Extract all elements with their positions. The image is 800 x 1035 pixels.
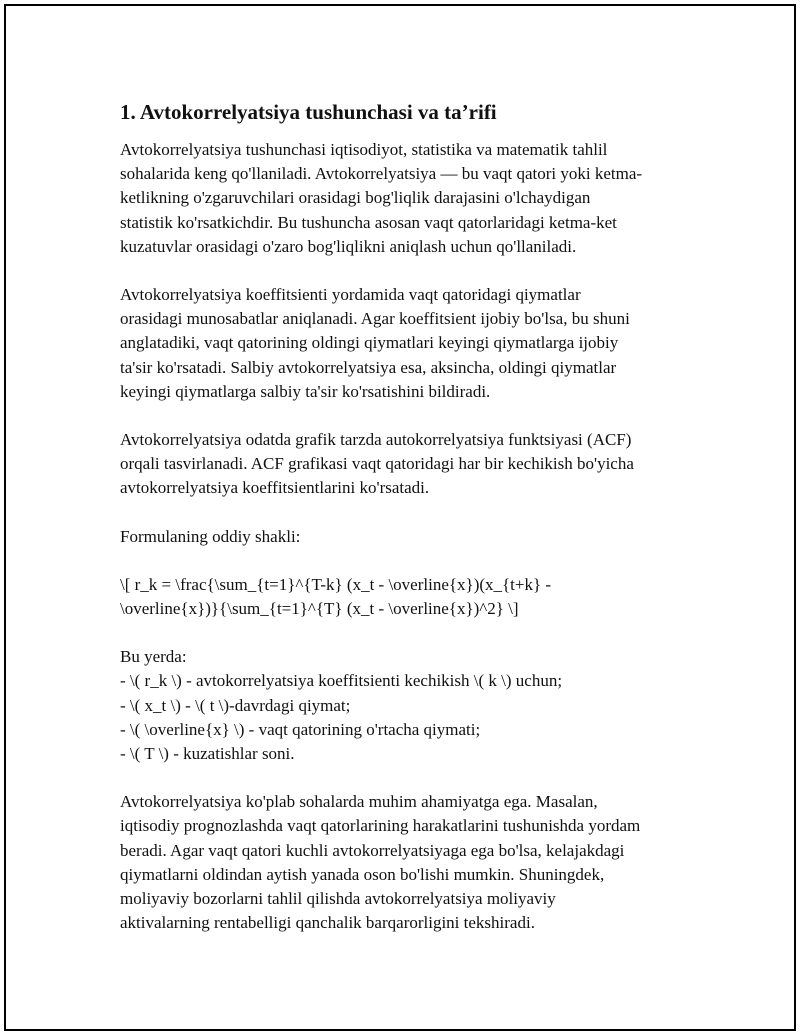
text-line: - \( \overline{x} \) - vaqt qatorining o'rtacha qiymati; [120, 719, 481, 739]
text-line: beradi. Agar vaqt qatori kuchli avtokorrelyatsiyaga ega bo'lsa, kelajakdagi [120, 840, 625, 860]
text-line: Avtokorrelyatsiya ko'plab sohalarda muhim ahamiyatga ega. Masalan, [120, 792, 598, 812]
text-line: orqali tasvirlanadi. ACF grafikasi vaqt qatoridagi har bir kechikish bo'yicha [120, 454, 634, 474]
coefficient-paragraph [120, 283, 690, 404]
text-line: Avtokorrelyatsiya koeffitsienti yordamida vaqt qatoridagi qiymatlar [120, 285, 581, 305]
text-line: - \( T \) - kuzatishlar soni. [120, 744, 295, 764]
formula-label [120, 525, 690, 549]
text-line: anglatadiki, vaqt qatorining oldingi qiymatlari keyingi qiymatlarga ijobiy [120, 333, 619, 353]
document-page [4, 4, 796, 1031]
text-line: avtokorrelyatsiya koeffitsientlarini ko'rsatadi. [120, 478, 430, 498]
document-body [120, 88, 690, 959]
acf-paragraph [120, 428, 690, 501]
intro-paragraph [120, 138, 690, 259]
text-line: - \( x_t \) - \( t \)-davrdagi qiymat; [120, 695, 351, 715]
text-line: orasidagi munosabatlar aniqlanadi. Agar koeffitsient ijobiy bo'lsa, bu shuni [120, 309, 630, 329]
legend-list [120, 645, 690, 766]
text-line: Bu yerda: [120, 647, 187, 667]
text-line: ta'sir ko'rsatadi. Salbiy avtokorrelyatsiya esa, aksincha, oldingi qiymatlar [120, 357, 617, 377]
text-line: Avtokorrelyatsiya tushunchasi iqtisodiyot, statistika va matematik tahlil [120, 140, 608, 159]
text-line: \[ r_k = \frac{\sum_{t=1}^{T-k} (x_t - \overline{x})(x_{t+k} - [120, 574, 552, 594]
text-line: keyingi qiymatlarga salbiy ta'sir ko'rsatishini bildiradi. [120, 381, 491, 401]
paragraphs [120, 138, 690, 935]
applications-paragraph [120, 790, 690, 935]
text-line: Avtokorrelyatsiya odatda grafik tarzda autokorrelyatsiya funktsiyasi (ACF) [120, 430, 632, 450]
text-line: sohalarida keng qo'llaniladi. Avtokorrelyatsiya — bu vaqt qatori yoki ketma- [120, 164, 643, 184]
text-line: kuzatuvlar orasidagi o'zaro bog'liqlikni aniqlash uchun qo'llaniladi. [120, 236, 577, 256]
text-line: iqtisodiy prognozlashda vaqt qatorlarining harakatlarini tushunishda yordam [120, 816, 641, 836]
text-line: moliyaviy bozorlarni tahlil qilishda avtokorrelyatsiya moliyaviy [120, 889, 556, 909]
text-line: ketlikning o'zgaruvchilari orasidagi bog'liqlik darajasini o'lchaydigan [120, 188, 591, 208]
section-title: 1. Avtokorrelyatsiya tushunchasi va ta’rifi [120, 100, 497, 124]
text-line: aktivalarning rentabelligi qanchalik barqarorligini tekshiradi. [120, 913, 535, 933]
text-line: - \( r_k \) - avtokorrelyatsiya koeffitsienti kechikish \( k \) uchun; [120, 671, 563, 691]
text-line: Formulaning oddiy shakli: [120, 526, 301, 546]
text-line: statistik ko'rsatkichdir. Bu tushuncha asosan vaqt qatorlaridagi ketma-ket [120, 212, 617, 232]
formula-text [120, 573, 690, 621]
text-line: \overline{x})}{\sum_{t=1}^{T} (x_t - \overline{x})^2} \] [120, 599, 519, 619]
text-line: qiymatlarni oldindan aytish yanada oson bo'lishi mumkin. Shuningdek, [120, 864, 605, 884]
